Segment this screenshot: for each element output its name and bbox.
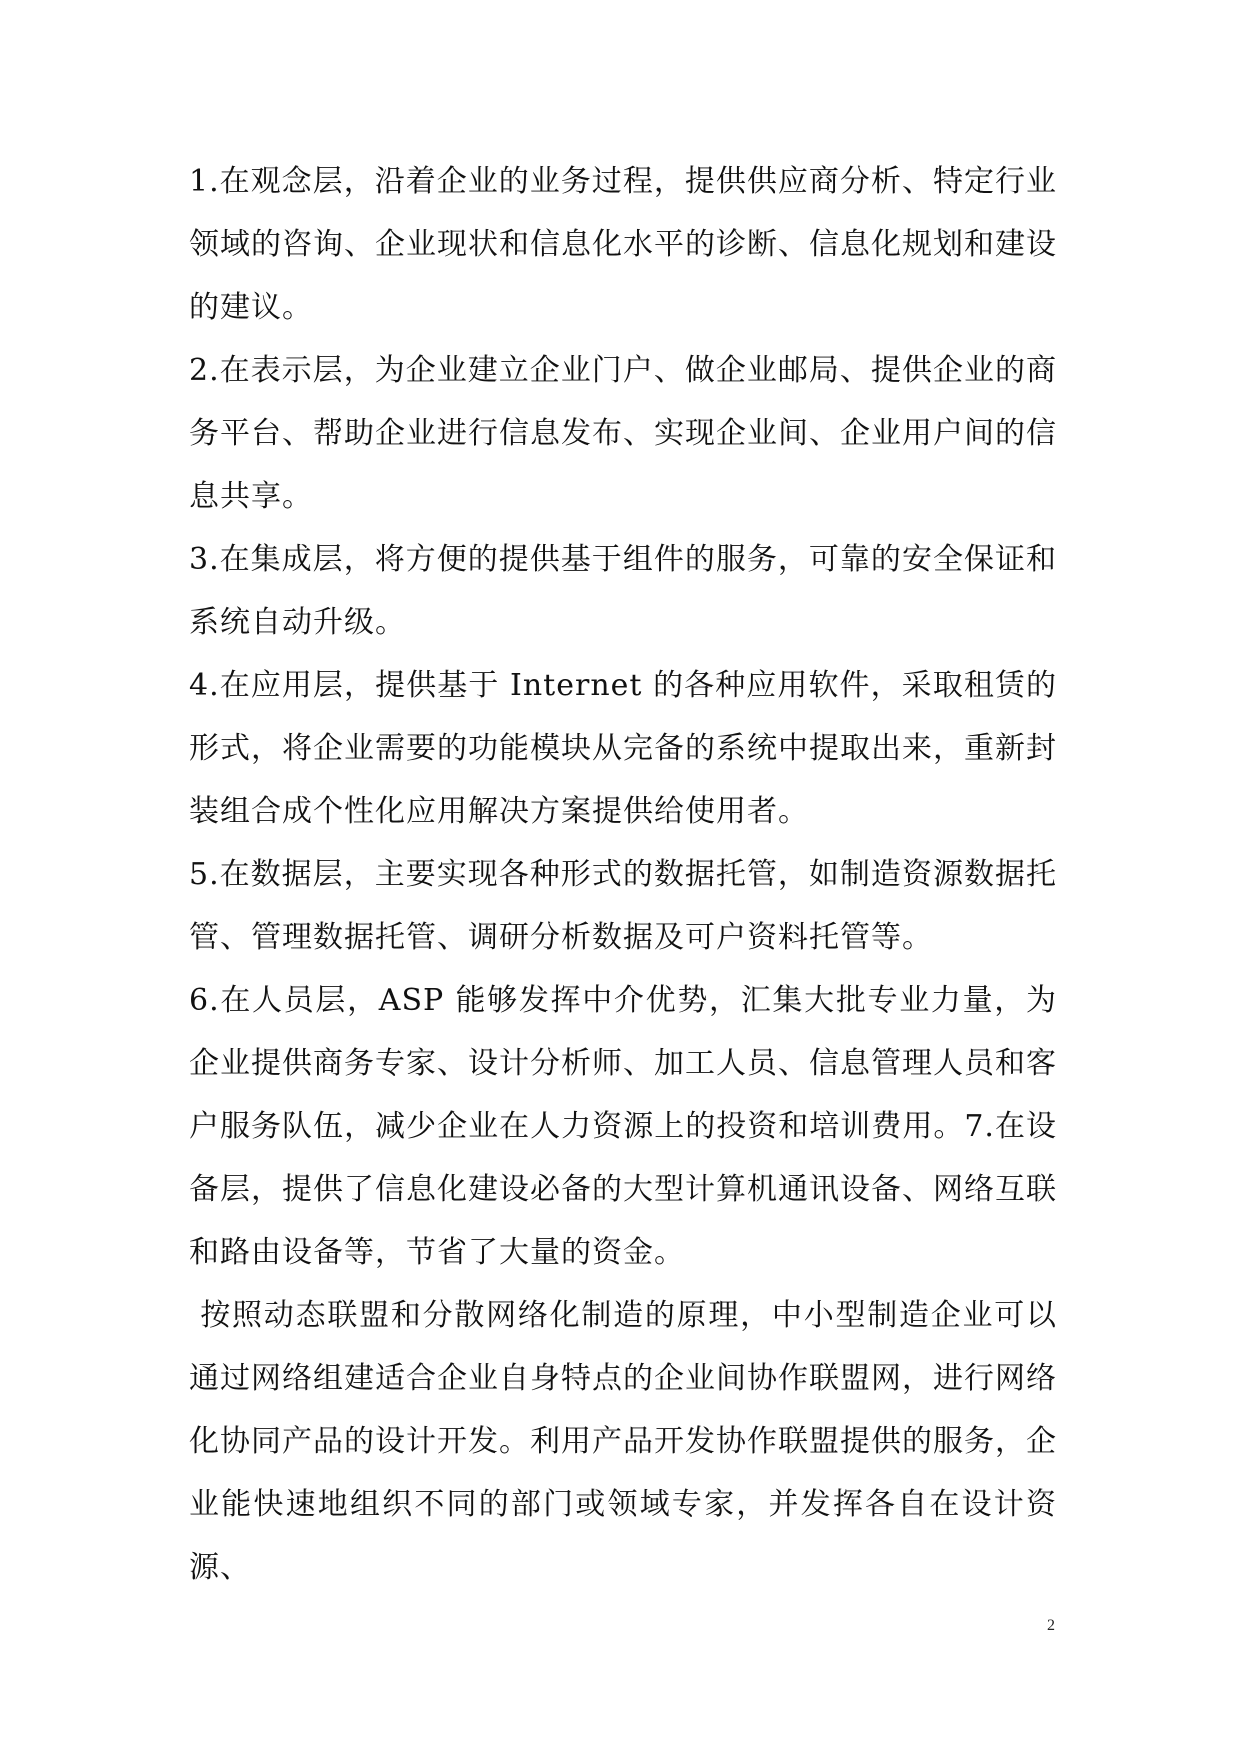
document-body [189,150,1057,1599]
paragraph-personnel-equipment-layer: 6.在人员层，ASP 能够发挥中介优势，汇集大批专业力量，为企业提供商务专家、设计分析师、加工人员、信息管理人员和客户服务队伍，减少企业在人力资源上的投资和培训费用。7.在设备层，提供了信息化建设必备的大型计算机通讯设备、网络互联和路由设备等，节省了大量的资金。 [189,983,1057,1270]
paragraph-presentation-layer: 2.在表示层，为企业建立企业门户、做企业邮局、提供企业的商务平台、帮助企业进行信息发布、实现企业间、企业用户间的信息共享。 [189,353,1057,514]
paragraph-integration-layer: 3.在集成层，将方便的提供基于组件的服务，可靠的安全保证和系统自动升级。 [189,542,1057,640]
paragraph-conceptual-layer: 1.在观念层，沿着企业的业务过程，提供供应商分析、特定行业领域的咨询、企业现状和信息化水平的诊断、信息化规划和建设的建议。 [189,164,1057,325]
paragraph-data-layer: 5.在数据层，主要实现各种形式的数据托管，如制造资源数据托管、管理数据托管、调研分析数据及可户资料托管等。 [189,857,1057,955]
paragraph-application-layer: 4.在应用层，提供基于 Internet 的各种应用软件，采取租赁的形式，将企业需要的功能模块从完备的系统中提取出来，重新封装组合成个性化应用解决方案提供给使用者。 [189,668,1057,829]
page-number: 2 [1047,1617,1055,1634]
paragraph-dynamic-alliance: 按照动态联盟和分散网络化制造的原理，中小型制造企业可以通过网络组建适合企业自身特点的企业间协作联盟网，进行网络化协同产品的设计开发。利用产品开发协作联盟提供的服务，企业能快速地组织不同的部门或领域专家，并发挥各自在设计资源、 [189,1298,1057,1585]
